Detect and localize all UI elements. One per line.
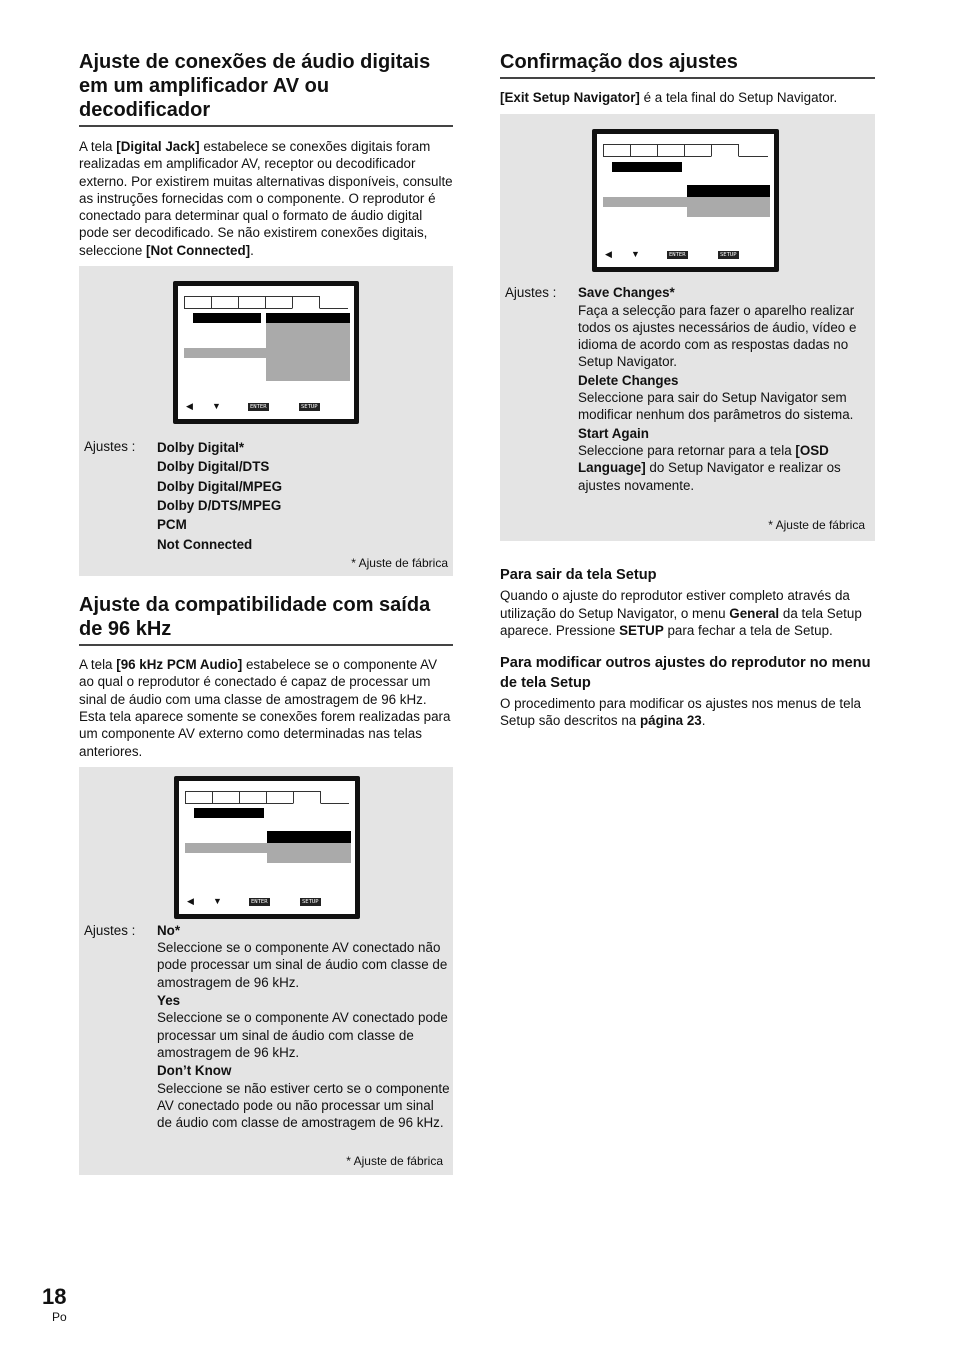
down-arrow-icon: ▼ xyxy=(212,401,221,412)
section-title-confirm: Confirmação dos ajustes xyxy=(500,50,875,79)
option-no: No* xyxy=(157,922,181,938)
menu-item-selected xyxy=(184,348,266,358)
menu-item-highlight xyxy=(612,162,682,172)
screen-tabs xyxy=(185,791,349,804)
language-code: Po xyxy=(52,1310,67,1324)
confirm-screen xyxy=(592,129,779,272)
menu-item-highlight xyxy=(193,313,261,323)
enter-key-icon: ENTER xyxy=(251,898,268,905)
96khz-screen xyxy=(174,776,360,919)
section-title-96khz: Ajuste da compatibilidade com saída de 96 kHz xyxy=(79,593,453,646)
factory-default-note: * Ajuste de fábrica xyxy=(351,556,448,571)
option-yes: Yes xyxy=(157,993,181,1009)
digital-jack-screen xyxy=(173,281,359,424)
option-dont-know: Don’t Know xyxy=(157,1063,232,1079)
confirm-intro: [Exit Setup Navigator] é a tela final do Setup Navigator. xyxy=(500,90,838,105)
option-list xyxy=(267,843,351,863)
setup-key-icon: SETUP xyxy=(301,404,318,411)
right-column xyxy=(500,50,875,730)
option-highlight xyxy=(687,185,770,197)
option-list xyxy=(266,323,350,381)
option-list xyxy=(687,197,770,217)
option-highlight xyxy=(267,831,351,843)
option-dolby-digital-dts: Dolby Digital/DTS xyxy=(157,459,270,475)
section-title-digital-audio: Ajuste de conexões de áudio digitais em um amplificador AV ou decodificador xyxy=(79,50,453,127)
page-number: 18 xyxy=(42,1284,67,1309)
option-dolby-digital: Dolby Digital* xyxy=(157,440,245,456)
option-save-changes: Save Changes* xyxy=(578,285,675,301)
menu-item-highlight xyxy=(194,808,264,818)
factory-default-note: * Ajuste de fábrica xyxy=(346,1153,443,1168)
enter-key-icon: ENTER xyxy=(669,252,686,259)
enter-key-icon: ENTER xyxy=(250,404,267,411)
modify-settings-text: O procedimento para modificar os ajustes nos menus de tela Setup são descritos na página 23. xyxy=(500,696,861,729)
confirm-panel: ◀ ▼ ENTER SETUP Ajustes : Save Changes* Faça a selecção para fazer o aparelho realizar todos os ajustes necessários de áudio, vídeo e idioma de acordo com as respostas dadas no Setup Navigator. Delete Changes Seleccione para sair do Setup Navigator sem modificar nenhum dos parâmetros do sistema. Start Again Seleccione para retornar para a tela [OSD Language] do Setup Navigator e realizar os ajustes novamente. * Ajuste de fábrica xyxy=(500,114,875,541)
down-arrow-icon: ▼ xyxy=(213,895,222,906)
exit-setup-text: Quando o ajuste do reprodutor estiver completo através da utilização do Setup Navigator, o menu General da tela Setup aparece. Pressione SETUP para fechar a tela de Setup. xyxy=(500,588,862,638)
96khz-panel: ◀ ▼ ENTER SETUP Ajustes : No* Seleccione se o componente AV conectado não pode processar um sinal de áudio com classe de amostragem de 96 kHz. Yes Seleccione se o componente AV conectado pode processar um sinal de áudio com classe de amostragem de 96 kHz. Don’t Know Seleccione se não estiver certo se o componente AV conectado pode ou não processar um sinal de áudio com classe de amostragem de 96 kHz. * Ajuste de fábrica xyxy=(79,767,453,1175)
option-start-again: Start Again xyxy=(578,425,649,441)
exit-setup-heading: Para sair da tela Setup xyxy=(500,567,657,584)
menu-item-selected xyxy=(603,197,687,207)
setup-key-icon: SETUP xyxy=(720,252,737,259)
option-not-connected: Not Connected xyxy=(157,536,253,552)
digital-jack-panel: ◀ ▼ ENTER SETUP Ajustes : Dolby Digital* Dolby Digital/DTS Dolby Digital/MPEG Dolby D/DTS/MPEG PCM Not Connected * Ajuste de fábrica xyxy=(79,266,453,576)
down-arrow-icon: ▼ xyxy=(631,249,640,260)
factory-default-note: * Ajuste de fábrica xyxy=(768,518,865,533)
96khz-intro: A tela [96 kHz PCM Audio] estabelece se o componente AV ao qual o reprodutor é conectado é capaz de processar um sinal de áudio com uma classe de amostragem de 96 kHz. Esta tela aparece somente se conexões forem realizadas para um componente AV externo como determinadas nas telas anteriores. xyxy=(79,657,451,759)
option-dolby-digital-mpeg: Dolby Digital/MPEG xyxy=(157,478,282,494)
modify-settings-heading: Para modificar outros ajustes do reprodutor no menu de tela Setup xyxy=(500,655,871,692)
digital-jack-intro: A tela [Digital Jack] estabelece se conexões digitais foram realizadas em amplificador AV, receptor ou decodificador externo. Por existirem muitas alternativas disponíveis, consulte as instruções fornecidas com o componente. O reprodutor é conectado para determinar qual o formato de áudio digital pode ser decodificado. Se não existirem conexões digitais, seleccione [Not Connected]. xyxy=(79,139,453,258)
option-pcm: PCM xyxy=(157,517,187,533)
left-arrow-icon: ◀ xyxy=(186,401,193,412)
setup-key-icon: SETUP xyxy=(302,898,319,905)
menu-item-selected xyxy=(185,843,267,853)
left-column xyxy=(79,50,453,1175)
screen-tabs xyxy=(603,144,768,157)
option-dolby-d-dts-mpeg: Dolby D/DTS/MPEG xyxy=(157,497,282,513)
option-delete-changes: Delete Changes xyxy=(578,372,679,388)
left-arrow-icon: ◀ xyxy=(187,895,194,906)
left-arrow-icon: ◀ xyxy=(605,249,612,260)
screen-tabs xyxy=(184,296,348,309)
option-highlight xyxy=(266,313,350,323)
